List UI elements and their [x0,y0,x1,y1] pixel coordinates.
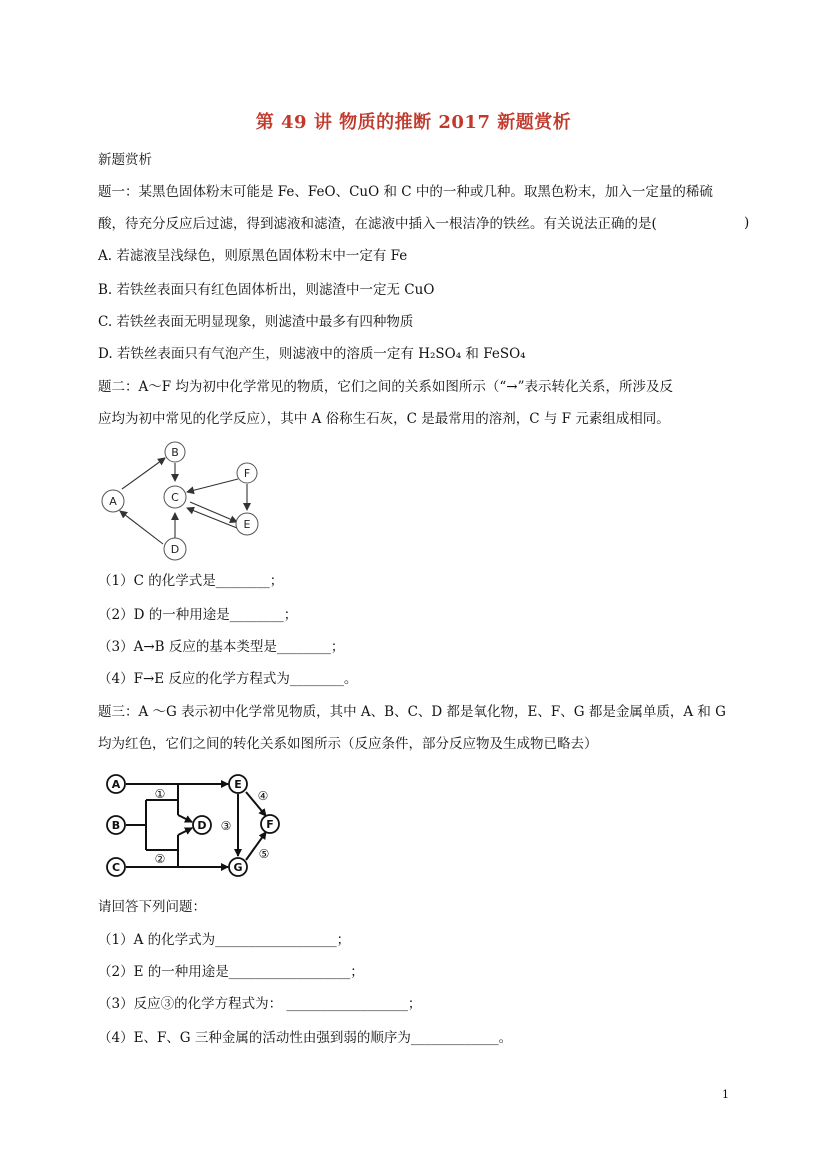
q2-node-b: B [171,446,179,459]
q3-node-d: D [197,819,207,832]
q3-reaction-5: ⑤ [258,847,270,861]
q3-question-1: （1）A 的化学式为__________________； [98,932,351,948]
q3-prompt: 请回答下列问题： [98,899,206,915]
q3-conversion-diagram [98,770,288,882]
q3-node-a: A [111,778,121,791]
q2-node-c: C [171,491,179,504]
q2-question-1: （1）C 的化学式是________； [98,573,284,589]
q2-arrow-f-c [187,479,238,492]
q1-option-a: A. 若滤液呈浅绿色，则原黑色固体粉末中一定有 Fe [98,248,408,264]
q1-stem-line1: 题一：某黑色固体粉末可能是 Fe、FeO、CuO 和 C 中的一种或几种。取黑色粉末，加入一定量的稀硫 [98,184,713,200]
q3-reaction-1: ① [154,787,166,801]
section-heading: 新题赏析 [98,152,152,168]
q2-question-3: （3）A→B 反应的基本类型是________； [98,639,345,655]
q3-question-2: （2）E 的一种用途是__________________； [98,964,364,980]
q2-node-a: A [109,495,117,508]
q1-option-b: B. 若铁丝表面只有红色固体析出，则滤渣中一定无 CuO [98,282,435,298]
q1-answer-paren: ) [744,215,750,231]
q3-stem-line1: 题三：A ～G 表示初中化学常见物质，其中 A、B、C、D 都是氧化物，E、F、G 都是金属单质，A 和 G [98,704,726,720]
q3-reaction-2: ② [154,852,166,866]
q3-question-3: （3）反应③的化学方程式为： __________________； [98,996,422,1012]
q2-node-d: D [170,543,180,556]
q3-reaction-3: ③ [220,819,232,833]
q3-node-g: G [233,861,243,874]
q2-question-4: （4）F→E 反应的化学方程式为________。 [98,671,358,687]
q2-relation-diagram [95,436,275,566]
q3-reaction-4: ④ [257,789,269,803]
q3-stem-line2: 均为红色，它们之间的转化关系如图所示（反应条件，部分反应物及生成物已略去） [98,736,598,752]
q1-stem-line2: 酸，待充分反应后过滤，得到滤液和滤渣，在滤液中插入一根洁净的铁丝。有关说法正确的是( [98,216,657,232]
q2-arrow-a-b [122,458,165,489]
page-number: 1 [722,1088,729,1101]
q3-node-c: C [111,861,121,874]
q3-node-f: F [266,818,274,831]
page-title: 第 49 讲 物质的推断 2017 新题赏析 [255,112,572,133]
q2-arrow-d-a [120,511,163,544]
q2-stem-line1: 题二：A～F 均为初中化学常见的物质，它们之间的关系如图所示（“→”表示转化关系，所涉及反 [98,379,674,395]
q2-stem-line2: 应均为初中常见的化学反应），其中 A 俗称生石灰，C 是最常用的溶剂，C 与 F 元素组成相同。 [98,411,670,427]
q3-node-e: E [234,778,242,791]
q3-node-b: B [111,819,121,832]
q3-question-4: （4）E、F、G 三种金属的活动性由强到弱的顺序为_____________。 [98,1030,513,1046]
q2-node-e: E [243,518,251,531]
q2-question-2: （2）D 的一种用途是________； [98,607,298,623]
q1-option-d: D. 若铁丝表面只有气泡产生，则滤液中的溶质一定有 H₂SO₄ 和 FeSO₄ [98,346,526,362]
q2-node-f: F [243,467,251,480]
q1-option-c: C. 若铁丝表面无明显现象，则滤渣中最多有四种物质 [98,314,414,330]
